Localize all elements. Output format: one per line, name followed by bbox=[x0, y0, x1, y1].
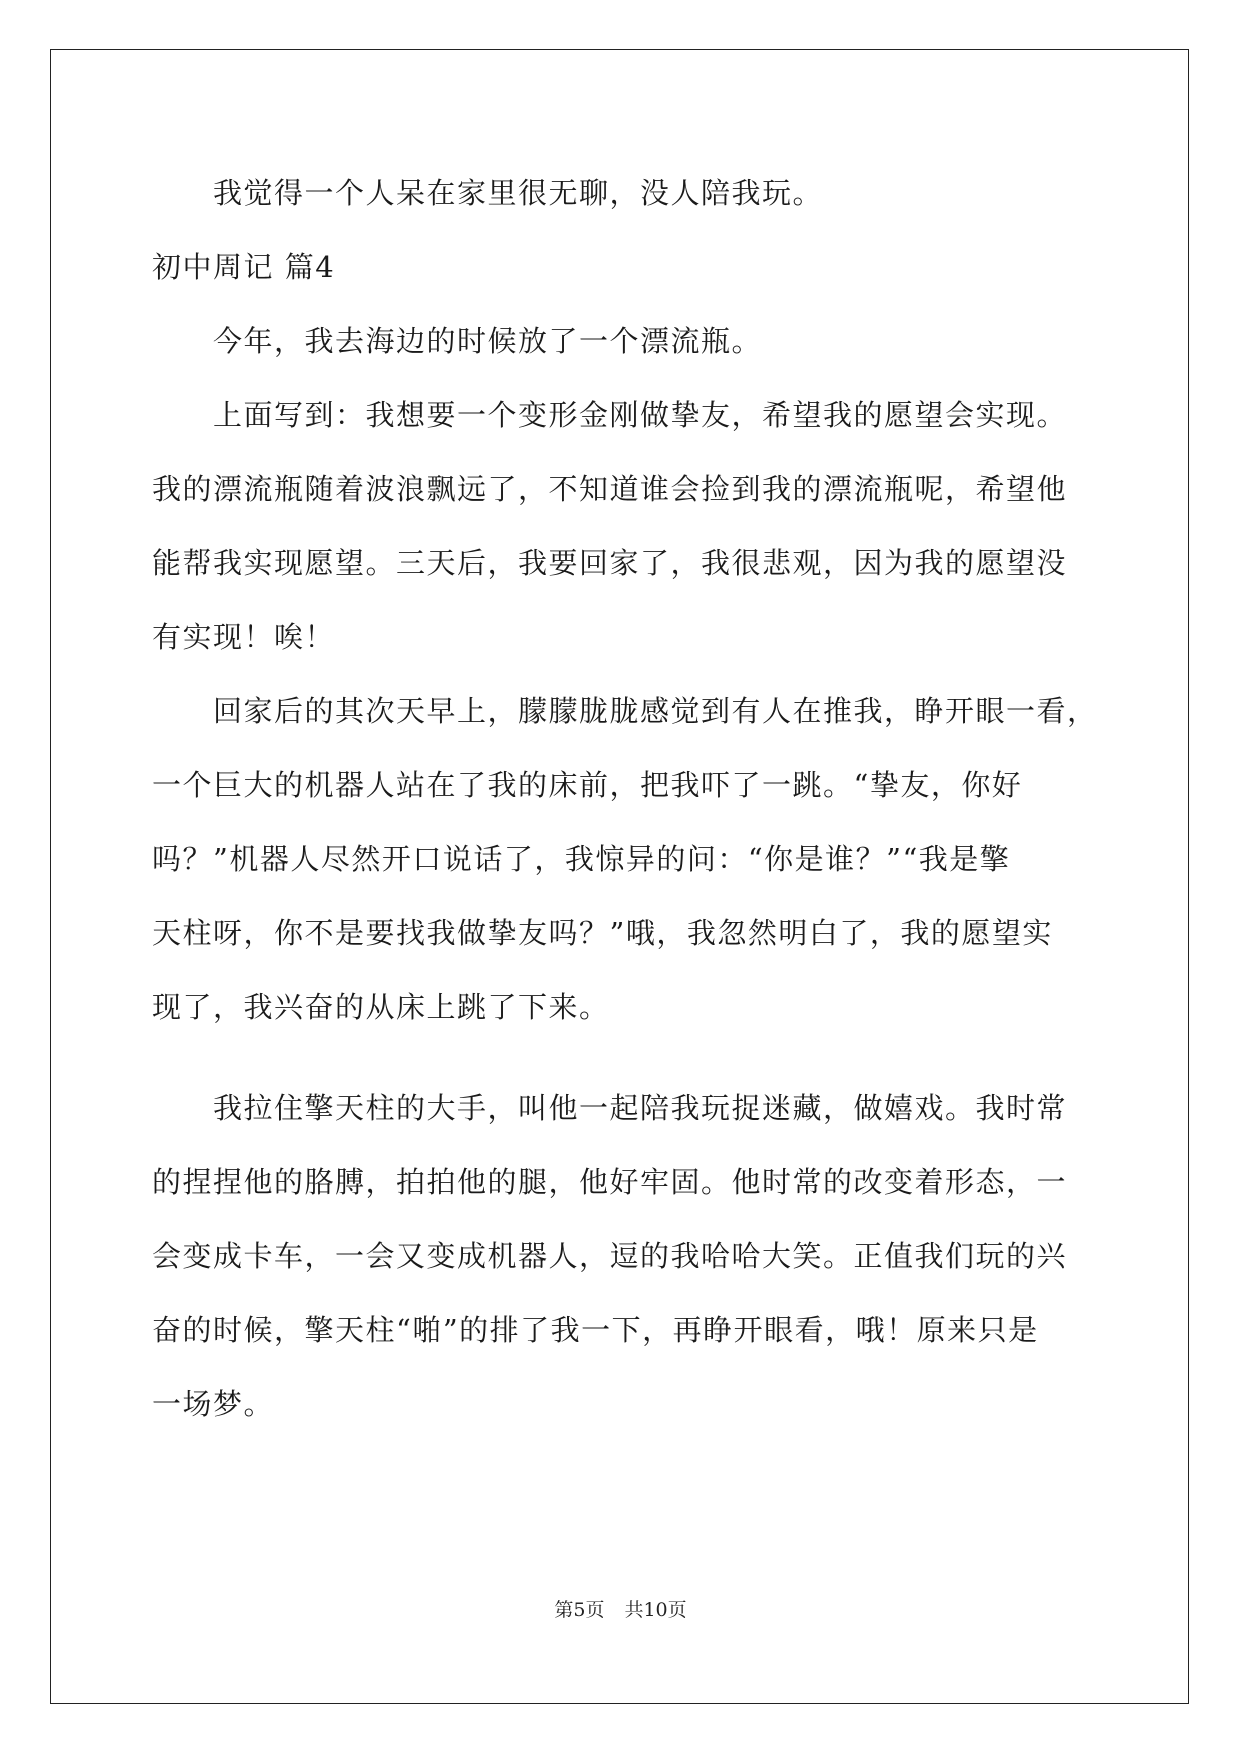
paragraph-line: 回家后的其次天早上，朦朦胧胧感觉到有人在推我，睁开眼一看， bbox=[152, 694, 1098, 728]
paragraph-line: 能帮我实现愿望。三天后，我要回家了，我很悲观，因为我的愿望没 bbox=[152, 546, 1068, 580]
paragraph-line: 我拉住擎天柱的大手，叫他一起陪我玩捉迷藏，做嬉戏。我时常 bbox=[152, 1091, 1068, 1125]
page-footer bbox=[0, 1598, 1241, 1622]
paragraph-line: 我觉得一个人呆在家里很无聊，没人陪我玩。 bbox=[152, 176, 824, 210]
paragraph-line: 奋的时候，擎天柱“啪”的排了我一下，再睁开眼看，哦！原来只是 bbox=[152, 1313, 1039, 1347]
paragraph-line: 吗？”机器人尽然开口说话了，我惊异的问：“你是谁？”“我是擎 bbox=[152, 842, 1011, 876]
page-number: 第5页 bbox=[554, 1599, 605, 1621]
paragraph-line: 今年，我去海边的时候放了一个漂流瓶。 bbox=[152, 324, 763, 358]
page-total: 共10页 bbox=[624, 1599, 687, 1621]
paragraph-line: 的捏捏他的胳膊，拍拍他的腿，他好牢固。他时常的改变着形态，一 bbox=[152, 1165, 1068, 1199]
paragraph-line: 有实现！唉！ bbox=[152, 620, 336, 654]
paragraph-line: 我的漂流瓶随着波浪飘远了，不知道谁会捡到我的漂流瓶呢，希望他 bbox=[152, 472, 1068, 506]
section-heading: 初中周记 篇4 bbox=[152, 250, 336, 284]
paragraph-line: 一场梦。 bbox=[152, 1387, 275, 1421]
paragraph-line: 会变成卡车，一会又变成机器人，逗的我哈哈大笑。正值我们玩的兴 bbox=[152, 1239, 1068, 1273]
paragraph-line: 上面写到：我想要一个变形金刚做挚友，希望我的愿望会实现。 bbox=[152, 398, 1068, 432]
paragraph-line: 现了，我兴奋的从床上跳了下来。 bbox=[152, 990, 610, 1024]
paragraph-line: 一个巨大的机器人站在了我的床前，把我吓了一跳。“挚友，你好 bbox=[152, 768, 1023, 802]
paragraph-line: 天柱呀，你不是要找我做挚友吗？”哦，我忽然明白了，我的愿望实 bbox=[152, 916, 1053, 950]
